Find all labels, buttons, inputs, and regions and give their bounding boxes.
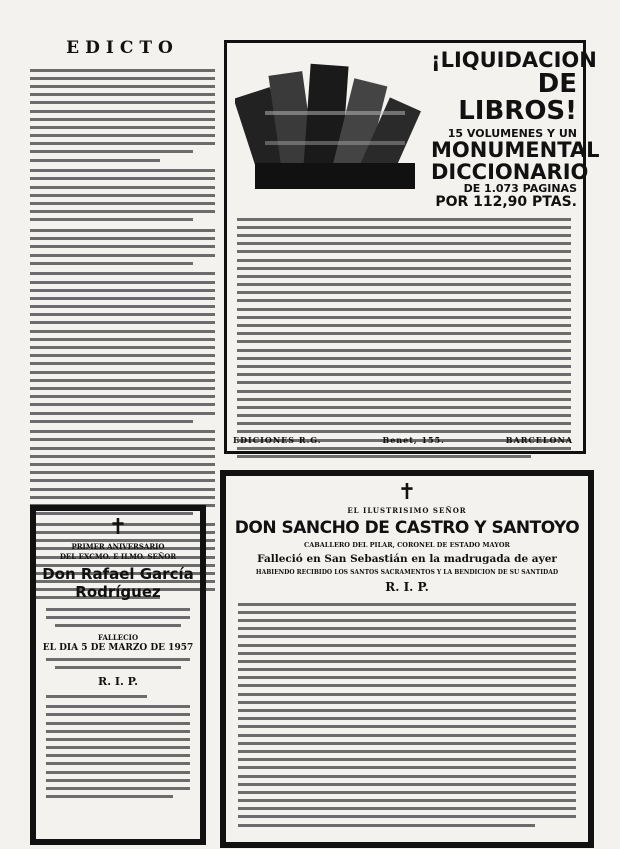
castro-rank: CABALLERO DEL PILAR, CORONEL DE ESTADO MAYOR <box>304 541 510 549</box>
libros-headline-2: DE LIBROS! <box>458 69 577 127</box>
garcia-name-2: Rodríguez <box>75 583 161 601</box>
garcia-rip: R. I. P. <box>98 674 138 688</box>
libros-line-4: MONUMENTAL <box>431 138 600 163</box>
esquela-castro <box>220 470 594 848</box>
libros-line-5: DICCIONARIO <box>431 160 589 185</box>
esquela-garcia <box>30 505 206 845</box>
libros-footer-publisher: EDICIONES R.G. <box>233 435 322 445</box>
castro-fallecio: Falleció en San Sebastián en la madrugada de ayer <box>257 553 557 565</box>
garcia-body-1 <box>46 605 190 630</box>
cross-icon: ✝ <box>397 480 417 505</box>
libros-ad <box>224 40 600 454</box>
libros-headline-1: ¡LIQUIDACION <box>431 48 597 72</box>
libros-line-3: 15 VOLUMENES Y UN <box>447 126 577 140</box>
castro-top: EL ILUSTRISIMO SEÑOR <box>347 506 467 515</box>
libros-footer <box>233 435 573 445</box>
garcia-body-2 <box>46 656 190 672</box>
garcia-aniv-2: DEL EXCMO. E ILMO. SEÑOR <box>59 552 177 561</box>
garcia-body-3 <box>46 692 190 801</box>
garcia-fallecio: FALLECIO <box>97 632 139 642</box>
castro-sub: HABIENDO RECIBIDO LOS SANTOS SACRAMENTOS Y LA BENDICION DE SU SANTIDAD <box>255 569 559 576</box>
castro-body <box>238 600 576 829</box>
books-illustration <box>235 51 425 201</box>
libros-footer-city: BARCELONA <box>505 435 573 445</box>
libros-line-7: POR 112,90 PTAS. <box>435 193 577 210</box>
cross-icon: ✝ <box>108 515 128 540</box>
garcia-fecha: EL DIA 5 DE MARZO DE 1957 <box>42 642 194 653</box>
libros-line-6: DE 1.073 PAGINAS <box>463 182 577 196</box>
libros-body <box>237 215 571 461</box>
castro-name: DON SANCHO DE CASTRO Y SANTOYO <box>234 518 580 538</box>
garcia-name-1: Don Rafael García <box>42 565 194 583</box>
edicto-title: EDICTO <box>66 38 179 58</box>
garcia-aniv-1: PRIMER ANIVERSARIO <box>71 542 165 551</box>
castro-rip: R. I. P. <box>385 580 429 594</box>
libros-footer-address: Benet, 155. <box>382 435 445 445</box>
